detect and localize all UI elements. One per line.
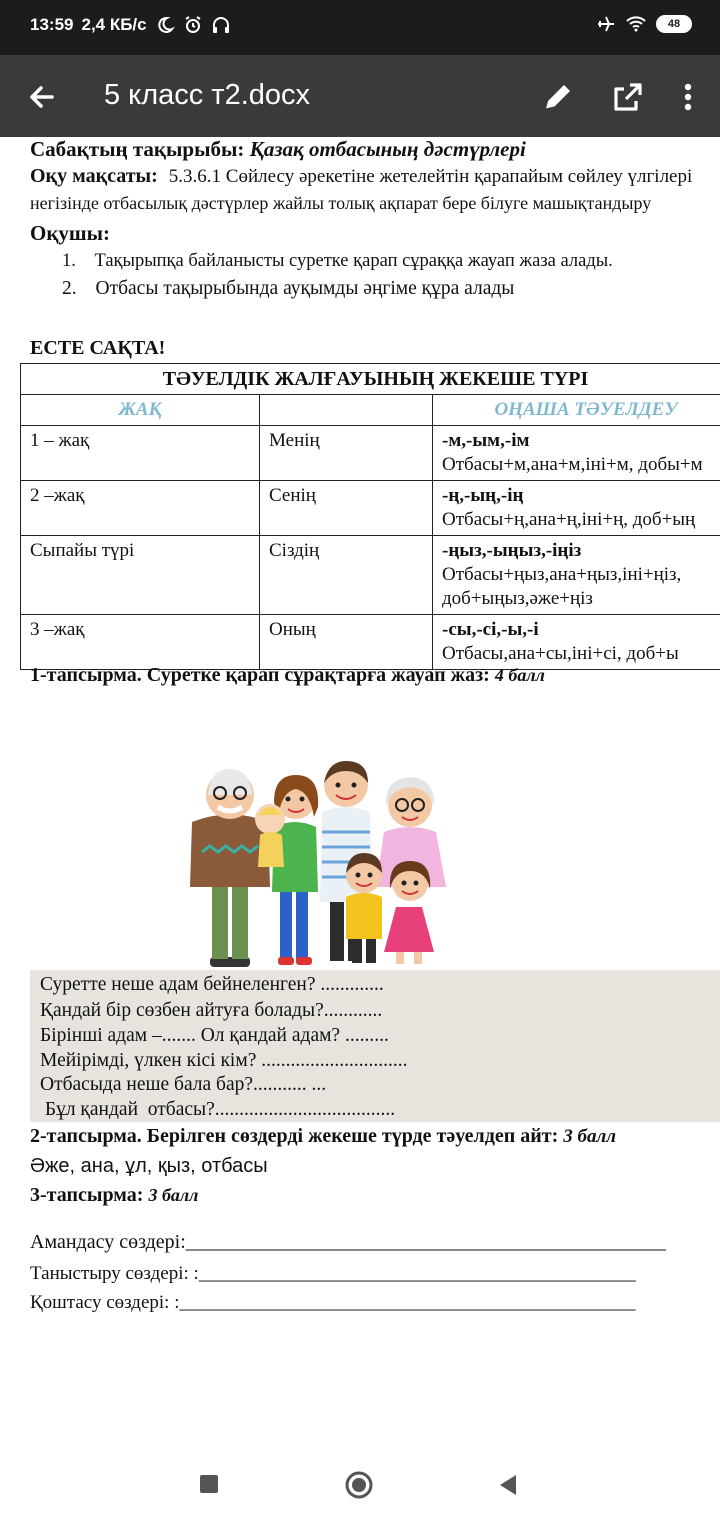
task3-points: 3 балл — [148, 1185, 199, 1205]
app-bar — [0, 55, 720, 137]
question-5: Отбасыда неше бала бар?........... ... — [40, 1074, 327, 1095]
edit-pencil-icon[interactable] — [538, 77, 578, 117]
open-external-icon[interactable] — [608, 77, 648, 117]
moon-icon — [155, 15, 175, 35]
status-bar — [0, 0, 720, 55]
back-arrow-icon[interactable] — [22, 77, 62, 117]
alarm-icon — [183, 15, 203, 35]
topic-label: Сабақтың тақырыбы: — [30, 137, 245, 161]
goal-label: Оқу мақсаты: — [30, 165, 158, 187]
more-vert-icon[interactable] — [668, 77, 708, 117]
home-icon[interactable] — [344, 1470, 374, 1500]
task1-points: 4 балл — [494, 665, 545, 685]
possessive-table — [20, 363, 720, 670]
fill-line-greetings: Амандасу сөздері:________________________________________________ — [30, 1231, 666, 1253]
objective-1: 1. Тақырыпқа байланысты суретке қарап сұраққа жауап жаза алады. — [62, 251, 613, 271]
family-illustration — [170, 757, 470, 972]
table-row: 2 –жақ Сенің -ң,-ың,-ің Отбасы+ң,ана+ң,іні+ң, доб+ың — [21, 481, 720, 536]
table-title: ТӘУЕЛДІК ЖАЛҒАУЫНЫҢ ЖЕКЕШЕ ТҮРІ — [21, 364, 720, 395]
table-header-ending: ОҢАША ТӘУЕЛДЕУ — [433, 395, 720, 426]
task1-title: 1-тапсырма. Суретке қарап сұрақтарға жауап жаз: — [30, 664, 490, 686]
task2-line — [30, 1125, 616, 1148]
back-triangle-icon[interactable] — [496, 1473, 520, 1497]
table-row: Сыпайы түрі Сіздің -ңыз,-ыңыз,-іңіз Отбасы+ңыз,ана+ңыз,іні+ңіз, доб+ыңыз,әже+ңіз — [21, 536, 720, 615]
document-title: 5 класс т2.docx — [104, 79, 311, 111]
remember-heading: ЕСТЕ САҚТА! — [30, 337, 166, 359]
goal-text-2: негізінде отбасылық дәстүрлер жайлы толық ақпарат бере білуге машықтандыру — [30, 193, 652, 213]
navigation-bar — [0, 1437, 720, 1520]
clock: 13:59 — [30, 15, 74, 34]
question-4: Мейірімді, үлкен кісі кім? .............................. — [40, 1050, 408, 1071]
network-speed: 2,4 КБ/с — [81, 15, 147, 34]
wifi-icon — [626, 14, 646, 34]
goal-line — [30, 165, 692, 188]
topic-line — [30, 137, 526, 162]
fill-line-introduction: Таныстыру сөздері: :______________________________________________ — [30, 1263, 636, 1284]
document-page[interactable] — [0, 137, 720, 1437]
headphones-icon — [211, 15, 231, 35]
question-3: Бірінші адам –....... Ол қандай адам? ......... — [40, 1025, 389, 1046]
table-row: 1 – жақ Менің -м,-ым,-ім Отбасы+м,ана+м,іні+м, добы+м — [21, 426, 720, 481]
task1-line — [30, 664, 545, 687]
questions-box — [30, 970, 720, 1122]
airplane-icon — [596, 14, 616, 34]
fill-line-farewell: Қоштасу сөздері: :________________________________________________ — [30, 1292, 636, 1313]
task3-title: 3-тапсырма: — [30, 1184, 144, 1206]
battery-indicator: 48 — [656, 15, 692, 33]
goal-text: 5.3.6.1 Сөйлесу әрекетіне жетелейтін қарапайым сөйлеу үлгілері — [168, 166, 693, 187]
grandpa-figure — [190, 769, 270, 967]
question-1: Суретте неше адам бейнеленген? ............. — [40, 974, 384, 995]
objective-2: 2. Отбасы тақырыбында ауқымды әңгіме құра алады — [62, 278, 515, 299]
student-label: Оқушы: — [30, 221, 111, 245]
task2-title: 2-тапсырма. Берілген сөздерді жекеше түрде тәуелдеп айт: — [30, 1125, 559, 1147]
task3-line — [30, 1184, 198, 1207]
topic-value: Қазақ отбасының дәстүрлері — [249, 137, 526, 161]
task2-points: 3 балл — [563, 1126, 616, 1147]
recent-apps-icon[interactable] — [198, 1473, 222, 1497]
question-2: Қандай бір сөзбен айтуға болады?............ — [40, 1000, 383, 1021]
task2-words: Әже, ана, ұл, қыз, отбасы — [30, 1155, 268, 1177]
table-header-empty — [260, 395, 433, 426]
table-row: 3 –жақ Оның -сы,-сі,-ы,-і Отбасы,ана+сы,іні+сі, доб+ы — [21, 615, 720, 670]
table-header-person: ЖАҚ — [21, 395, 260, 426]
girl-figure — [384, 861, 434, 964]
question-6: Бұл қандай отбасы?..................................... — [40, 1099, 396, 1120]
